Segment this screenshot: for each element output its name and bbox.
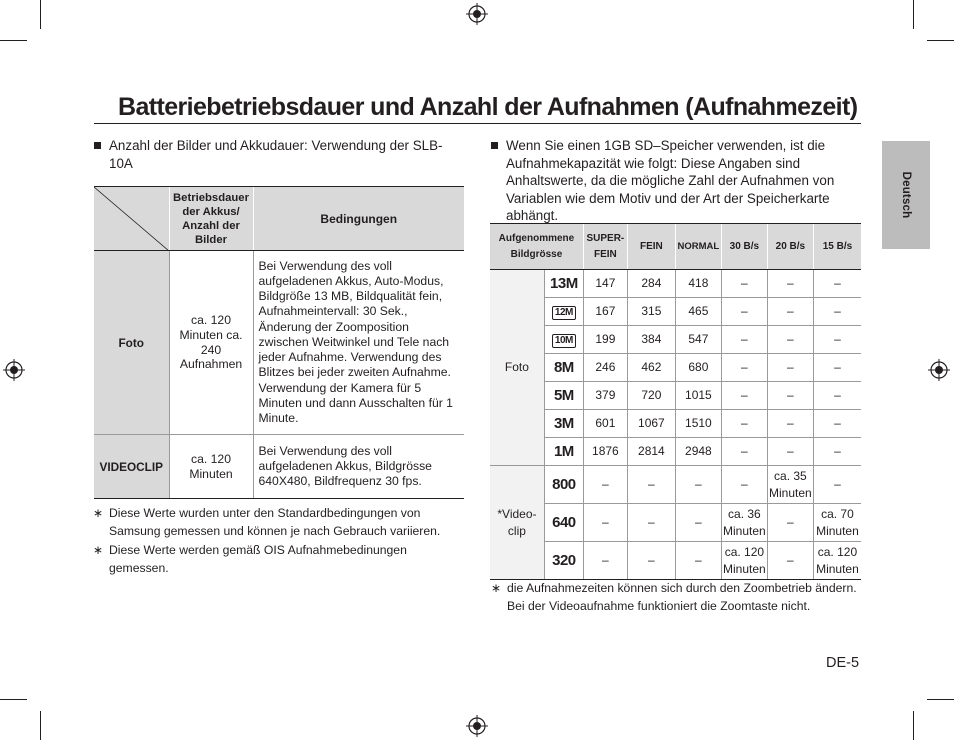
value-cell: 418	[675, 270, 721, 298]
value-cell: –	[721, 438, 767, 466]
resolution-icon: 3M	[553, 414, 574, 432]
right-bullet-text: Wenn Sie einen 1GB SD–Speicher verwenden, ist die Aufnahmekapazität wie folgt: Diese Angaben sind Anhaltswerte, da die mögliche Zahl der Aufnahmen von Variablen wie dem Motiv und der Art der Speicherkarte abhängt.	[506, 138, 835, 223]
resolution-cell	[544, 382, 583, 410]
value-cell: –	[813, 354, 861, 382]
resolution-icon: 800	[552, 475, 576, 493]
table-row	[490, 354, 861, 382]
table-row	[490, 270, 861, 298]
footnote-text: Diese Werte werden gemäß OIS Aufnahmebedinungen gemessen.	[109, 543, 407, 575]
value-cell: 465	[675, 298, 721, 326]
capacity-table	[490, 223, 861, 580]
footnote	[491, 580, 859, 615]
row-conditions: Bei Verwendung des voll aufgeladenen Akkus, Auto-Modus, Bildgröße 13 MB, Bildqualität fein, Aufnahmeintervall: 30 Sek., Änderung der Zoomposition zwischen Weitwinkel und Tele nach jeder Aufnahme. Verwendung des Blitzes bei jeder zweiten Aufnahme. Verwendung der Kamera für 5 Minuten und dann Ausschalten für 1 Minute.	[258, 258, 453, 425]
page-number: DE-5	[826, 655, 860, 671]
value-cell: 379	[583, 382, 627, 410]
crop-mark	[927, 699, 954, 700]
resolution-cell	[544, 504, 583, 542]
diagonal-line	[94, 187, 169, 251]
value-cell: 384	[627, 326, 675, 354]
resolution-icon: 10M	[552, 334, 576, 348]
video-rows	[490, 466, 861, 580]
value-cell: 601	[583, 410, 627, 438]
value-cell: 147	[583, 270, 627, 298]
header-normal: NORMAL	[675, 224, 721, 270]
value-cell: –	[675, 466, 721, 504]
value-cell: ca. 70 Minuten	[813, 504, 861, 542]
group-label-foto: Foto	[490, 270, 544, 466]
value-cell: 1015	[675, 382, 721, 410]
page-title: Batteriebetriebsdauer und Anzahl der Aufnahmen (Aufnahmezeit)	[118, 93, 858, 121]
footnote-marker: ∗	[93, 543, 104, 557]
value-cell: –	[813, 382, 861, 410]
registration-mark-icon	[3, 359, 25, 381]
value-cell: 315	[627, 298, 675, 326]
header-20fps: 20 B/s	[767, 224, 813, 270]
value-cell: 2814	[627, 438, 675, 466]
bullet-square-icon	[491, 142, 498, 149]
value-cell: 547	[675, 326, 721, 354]
table-row	[94, 251, 464, 435]
footnote	[93, 505, 464, 540]
value-cell: –	[767, 438, 813, 466]
table-row	[490, 438, 861, 466]
value-cell: –	[813, 298, 861, 326]
row-category: VIDEOCLIP	[94, 435, 169, 499]
registration-mark-icon	[928, 359, 950, 381]
value-cell: ca. 36 Minuten	[721, 504, 767, 542]
value-cell: –	[721, 354, 767, 382]
header-battery-life: Betriebsdauer der Akkus/ Anzahl der Bilder	[169, 187, 253, 251]
resolution-cell	[544, 410, 583, 438]
value-cell: 1510	[675, 410, 721, 438]
title-divider	[94, 123, 861, 124]
table-row	[490, 298, 861, 326]
table-header-row	[94, 187, 464, 251]
table-row	[490, 466, 861, 504]
header-superfine: SUPER-FEIN	[583, 224, 627, 270]
resolution-cell	[544, 438, 583, 466]
value-cell: –	[767, 542, 813, 580]
value-cell: 246	[583, 354, 627, 382]
header-conditions: Bedingungen	[253, 187, 464, 251]
resolution-icon: 5M	[553, 386, 574, 404]
registration-mark-icon	[466, 3, 488, 25]
value-cell: 1876	[583, 438, 627, 466]
value-cell: –	[721, 326, 767, 354]
resolution-cell	[544, 270, 583, 298]
header-image-size: Aufgenommene Bildgrösse	[490, 224, 583, 270]
value-cell: 720	[627, 382, 675, 410]
resolution-icon: 12M	[552, 306, 576, 320]
row-conditions: Bei Verwendung des voll aufgeladenen Akkus, Bildgrösse 640X480, Bildfrequenz 30 fps.	[253, 435, 464, 499]
value-cell: –	[627, 466, 675, 504]
value-cell: 2948	[675, 438, 721, 466]
value-cell: –	[721, 466, 767, 504]
value-cell: ca. 120 Minuten	[721, 542, 767, 580]
resolution-icon: 8M	[553, 358, 574, 376]
value-cell: –	[721, 298, 767, 326]
value-cell: –	[767, 354, 813, 382]
footnote	[93, 542, 469, 577]
crop-mark	[0, 699, 27, 700]
resolution-icon: 1M	[553, 442, 574, 460]
bullet-square-icon	[94, 142, 101, 149]
value-cell: –	[721, 410, 767, 438]
value-cell: –	[627, 504, 675, 542]
table-row	[490, 504, 861, 542]
crop-mark	[40, 0, 41, 29]
table-header-row	[490, 224, 861, 270]
right-bullet	[506, 137, 862, 225]
value-cell: –	[767, 410, 813, 438]
value-cell: –	[813, 326, 861, 354]
crop-mark	[0, 40, 27, 41]
value-cell: 167	[583, 298, 627, 326]
value-cell: –	[767, 382, 813, 410]
table-row	[490, 382, 861, 410]
header-30fps: 30 B/s	[721, 224, 767, 270]
value-cell: 199	[583, 326, 627, 354]
footnote-text: die Aufnahmezeiten können sich durch den Zoombetrieb ändern. Bei der Videoaufnahme funktioniert die Zoomtaste nicht.	[507, 581, 857, 613]
value-cell: –	[675, 542, 721, 580]
resolution-icon: 320	[552, 551, 576, 569]
value-cell: –	[767, 270, 813, 298]
value-cell: ca. 120 Minuten	[813, 542, 861, 580]
value-cell: –	[813, 270, 861, 298]
footnote-marker: ∗	[93, 506, 104, 520]
value-cell: –	[675, 504, 721, 542]
header-fine: FEIN	[627, 224, 675, 270]
left-bullet-text: Anzahl der Bilder und Akkudauer: Verwendung der SLB-10A	[109, 138, 443, 171]
table-row	[490, 410, 861, 438]
resolution-icon: 640	[552, 513, 576, 531]
table-row	[94, 435, 464, 499]
resolution-cell	[544, 298, 583, 326]
value-cell: 1067	[627, 410, 675, 438]
resolution-cell	[544, 326, 583, 354]
value-cell: –	[583, 542, 627, 580]
footnote-marker: ∗	[491, 581, 502, 595]
value-cell: –	[721, 382, 767, 410]
value-cell: –	[767, 504, 813, 542]
diagonal-header-cell	[94, 187, 169, 251]
crop-mark	[927, 40, 954, 41]
value-cell: –	[813, 466, 861, 504]
value-cell: 284	[627, 270, 675, 298]
value-cell: 462	[627, 354, 675, 382]
resolution-cell	[544, 542, 583, 580]
resolution-icon: 13M	[550, 274, 578, 292]
table-row	[490, 326, 861, 354]
row-category: Foto	[94, 251, 169, 435]
value-cell: –	[767, 326, 813, 354]
group-label-video: *Video-clip	[490, 466, 544, 580]
value-cell: –	[813, 438, 861, 466]
table-row	[490, 542, 861, 580]
left-bullet	[109, 137, 454, 172]
crop-mark	[913, 711, 914, 740]
crop-mark	[913, 0, 914, 29]
resolution-cell	[544, 466, 583, 504]
foto-rows	[490, 270, 861, 466]
header-15fps: 15 B/s	[813, 224, 861, 270]
value-cell: ca. 35 Minuten	[767, 466, 813, 504]
language-tab-label: Deutsch	[900, 171, 912, 219]
language-tab	[882, 141, 930, 249]
value-cell: –	[583, 466, 627, 504]
resolution-cell	[544, 354, 583, 382]
row-value: ca. 120 Minuten ca. 240 Aufnahmen	[169, 251, 253, 435]
row-value: ca. 120 Minuten	[169, 435, 253, 499]
registration-mark-icon	[466, 715, 488, 737]
value-cell: –	[767, 298, 813, 326]
value-cell: –	[583, 504, 627, 542]
footnote-text: Diese Werte wurden unter den Standardbedingungen von Samsung gemessen und können je nach Gebrauch variieren.	[109, 506, 441, 538]
crop-mark	[40, 711, 41, 740]
value-cell: –	[813, 410, 861, 438]
value-cell: –	[721, 270, 767, 298]
value-cell: 680	[675, 354, 721, 382]
battery-table	[94, 186, 464, 499]
value-cell: –	[627, 542, 675, 580]
